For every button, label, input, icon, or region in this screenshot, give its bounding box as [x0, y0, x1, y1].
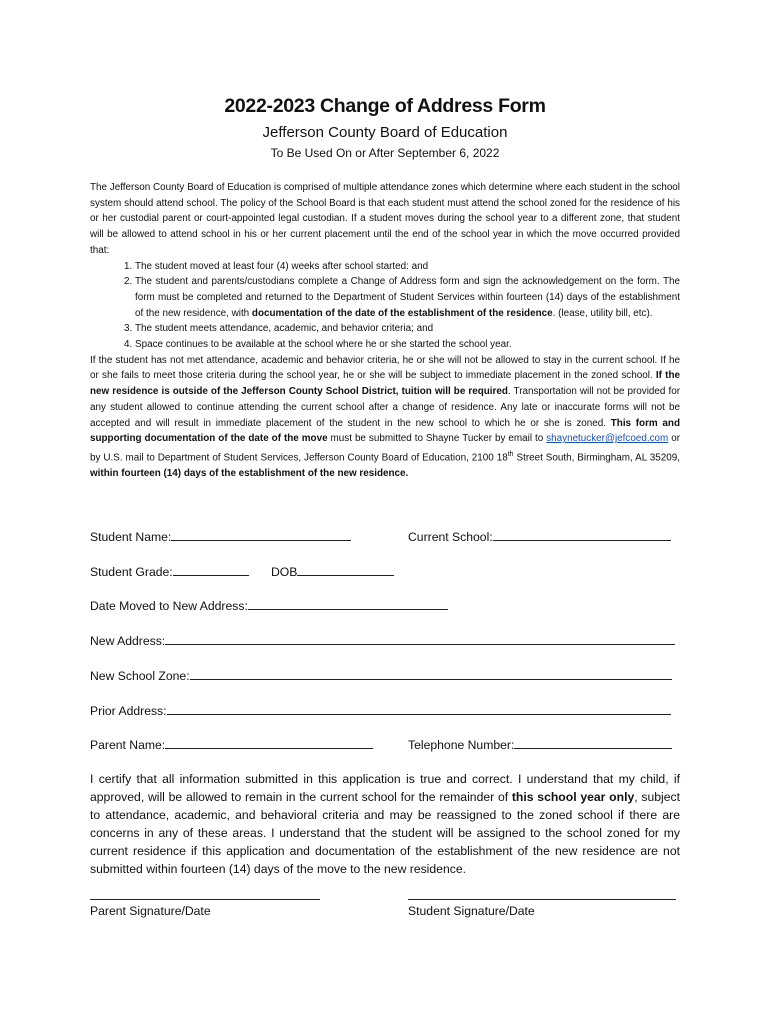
- certification-emphasis: this school year only: [511, 790, 635, 804]
- current-school-input[interactable]: [493, 529, 671, 541]
- list-item: 4. Space continues to be available at the school where he or she started the school year.: [135, 337, 680, 353]
- submission-emphasis: This form and supporting documentation of the date of the move: [90, 417, 680, 445]
- certification-text: , subject to attendance, academic, and behavioral criteria and may be reassigned to the zoned school if there are concerns in any of these areas. I understand that the student will be assigned to the school zoned for my current residence if this application and documentation of the establishment of the new residence are not submitted within fourteen (14) days of the move to the new residence.: [90, 790, 680, 876]
- certification-paragraph: [90, 770, 680, 878]
- prior-address-input[interactable]: [167, 703, 671, 715]
- dob-input[interactable]: [297, 564, 394, 576]
- list-item-emphasis: documentation of the date of the establishment of the residence: [251, 307, 553, 319]
- parent-name-field: [90, 737, 373, 752]
- telephone-label: Telephone Number:: [408, 738, 515, 752]
- paragraph-text: Street South, Birmingham, AL 35209,: [513, 452, 680, 464]
- student-name-input[interactable]: [171, 529, 351, 541]
- organization-name: Jefferson County Board of Education: [262, 124, 508, 141]
- new-school-zone-input[interactable]: [190, 668, 672, 680]
- list-item-text: . (lease, utility bill, etc).: [552, 307, 653, 319]
- prior-address-label: Prior Address:: [90, 704, 167, 718]
- new-school-zone-label: New School Zone:: [90, 669, 190, 683]
- paragraph-text: or by U.S. mail to Department of Student Services, Jefferson County Board of Education, 2100 18: [90, 433, 680, 464]
- paragraph-text: must be submitted to Shayne Tucker by email to: [327, 433, 547, 445]
- certification-statement: [90, 770, 680, 878]
- new-address-input[interactable]: [165, 633, 675, 645]
- tuition-emphasis: If the new residence is outside of the Jefferson County School District, tuition will be required: [90, 370, 680, 398]
- policy-text: [90, 180, 680, 482]
- deadline-emphasis: within fourteen (14) days of the establishment of the new residence.: [90, 467, 409, 479]
- list-item: 1. The student moved at least four (4) weeks after school started: and: [135, 259, 680, 275]
- list-item-text: The student and parents/custodians complete a Change of Address form and sign the acknowledgement on the form. The form must be completed and returned to the Department of Student Services within fourteen (14) days of the establishment of the new residence, with: [135, 276, 680, 319]
- student-signature-line[interactable]: [408, 899, 676, 900]
- dob-field: [271, 564, 394, 579]
- requirements-paragraph: [90, 353, 680, 482]
- ordinal-suffix: th: [507, 450, 514, 458]
- current-school-label: Current School:: [408, 530, 493, 544]
- certification-text: I certify that all information submitted in this application is true and correct. I understand that my child, if approved, will be allowed to remain in the current school for the remainder of: [90, 772, 680, 804]
- student-grade-input[interactable]: [173, 564, 249, 576]
- new-address-label: New Address:: [90, 634, 166, 648]
- telephone-input[interactable]: [514, 737, 672, 749]
- email-link[interactable]: shaynetucker@jefcoed.com: [546, 433, 669, 445]
- student-grade-label: Student Grade:: [90, 565, 173, 579]
- new-address-field: [90, 633, 675, 648]
- parent-signature-label: Parent Signature/Date: [90, 904, 211, 918]
- student-name-field: [90, 529, 351, 544]
- dob-label: DOB: [271, 565, 298, 579]
- student-name-label: Student Name:: [90, 530, 172, 544]
- list-item: [135, 274, 680, 321]
- list-item: 3. The student meets attendance, academic, and behavior criteria; and: [135, 321, 680, 337]
- effective-date-note: To Be Used On or After September 6, 2022: [270, 146, 500, 160]
- parent-signature-block[interactable]: [90, 899, 320, 918]
- parent-name-label: Parent Name:: [90, 738, 166, 752]
- page-title: 2022-2023 Change of Address Form: [224, 95, 546, 117]
- new-school-zone-field: [90, 668, 672, 683]
- current-school-field: [408, 529, 671, 544]
- paragraph-text: . Transportation will not be provided for any student allowed to continue attending the current school after a change of residence. Any late or inaccurate forms will not be accepted and will result in immediate placement of the student in the new school to which he or she is zoned.: [90, 386, 680, 429]
- date-moved-input[interactable]: [248, 598, 448, 610]
- parent-signature-line[interactable]: [90, 899, 320, 900]
- intro-paragraph: The Jefferson County Board of Education is comprised of multiple attendance zones which determine where each student in the school system should attend school. The policy of the School Board is that each student must attend the school zoned for the residence of his or her custodial parent or court-appointed legal custodian. If a student moves during the school year to a different zone, that student will be allowed to attend school in his or her current placement until the end of the school year in which the move occurred provided that:: [90, 182, 680, 256]
- conditions-list: [90, 259, 680, 353]
- parent-name-input[interactable]: [165, 737, 373, 749]
- prior-address-field: [90, 703, 671, 718]
- date-moved-label: Date Moved to New Address:: [90, 599, 248, 613]
- date-moved-field: [90, 598, 448, 613]
- paragraph-text: If the student has not met attendance, academic and behavior criteria, he or she will not be allowed to stay in the current school. If he or she fails to meet those criteria during the school year, he or she will be subject to immediate placement in the zoned school.: [90, 354, 680, 382]
- telephone-field: [408, 737, 672, 752]
- student-grade-field: [90, 564, 249, 579]
- student-signature-label: Student Signature/Date: [408, 904, 535, 918]
- student-signature-block[interactable]: [408, 899, 676, 918]
